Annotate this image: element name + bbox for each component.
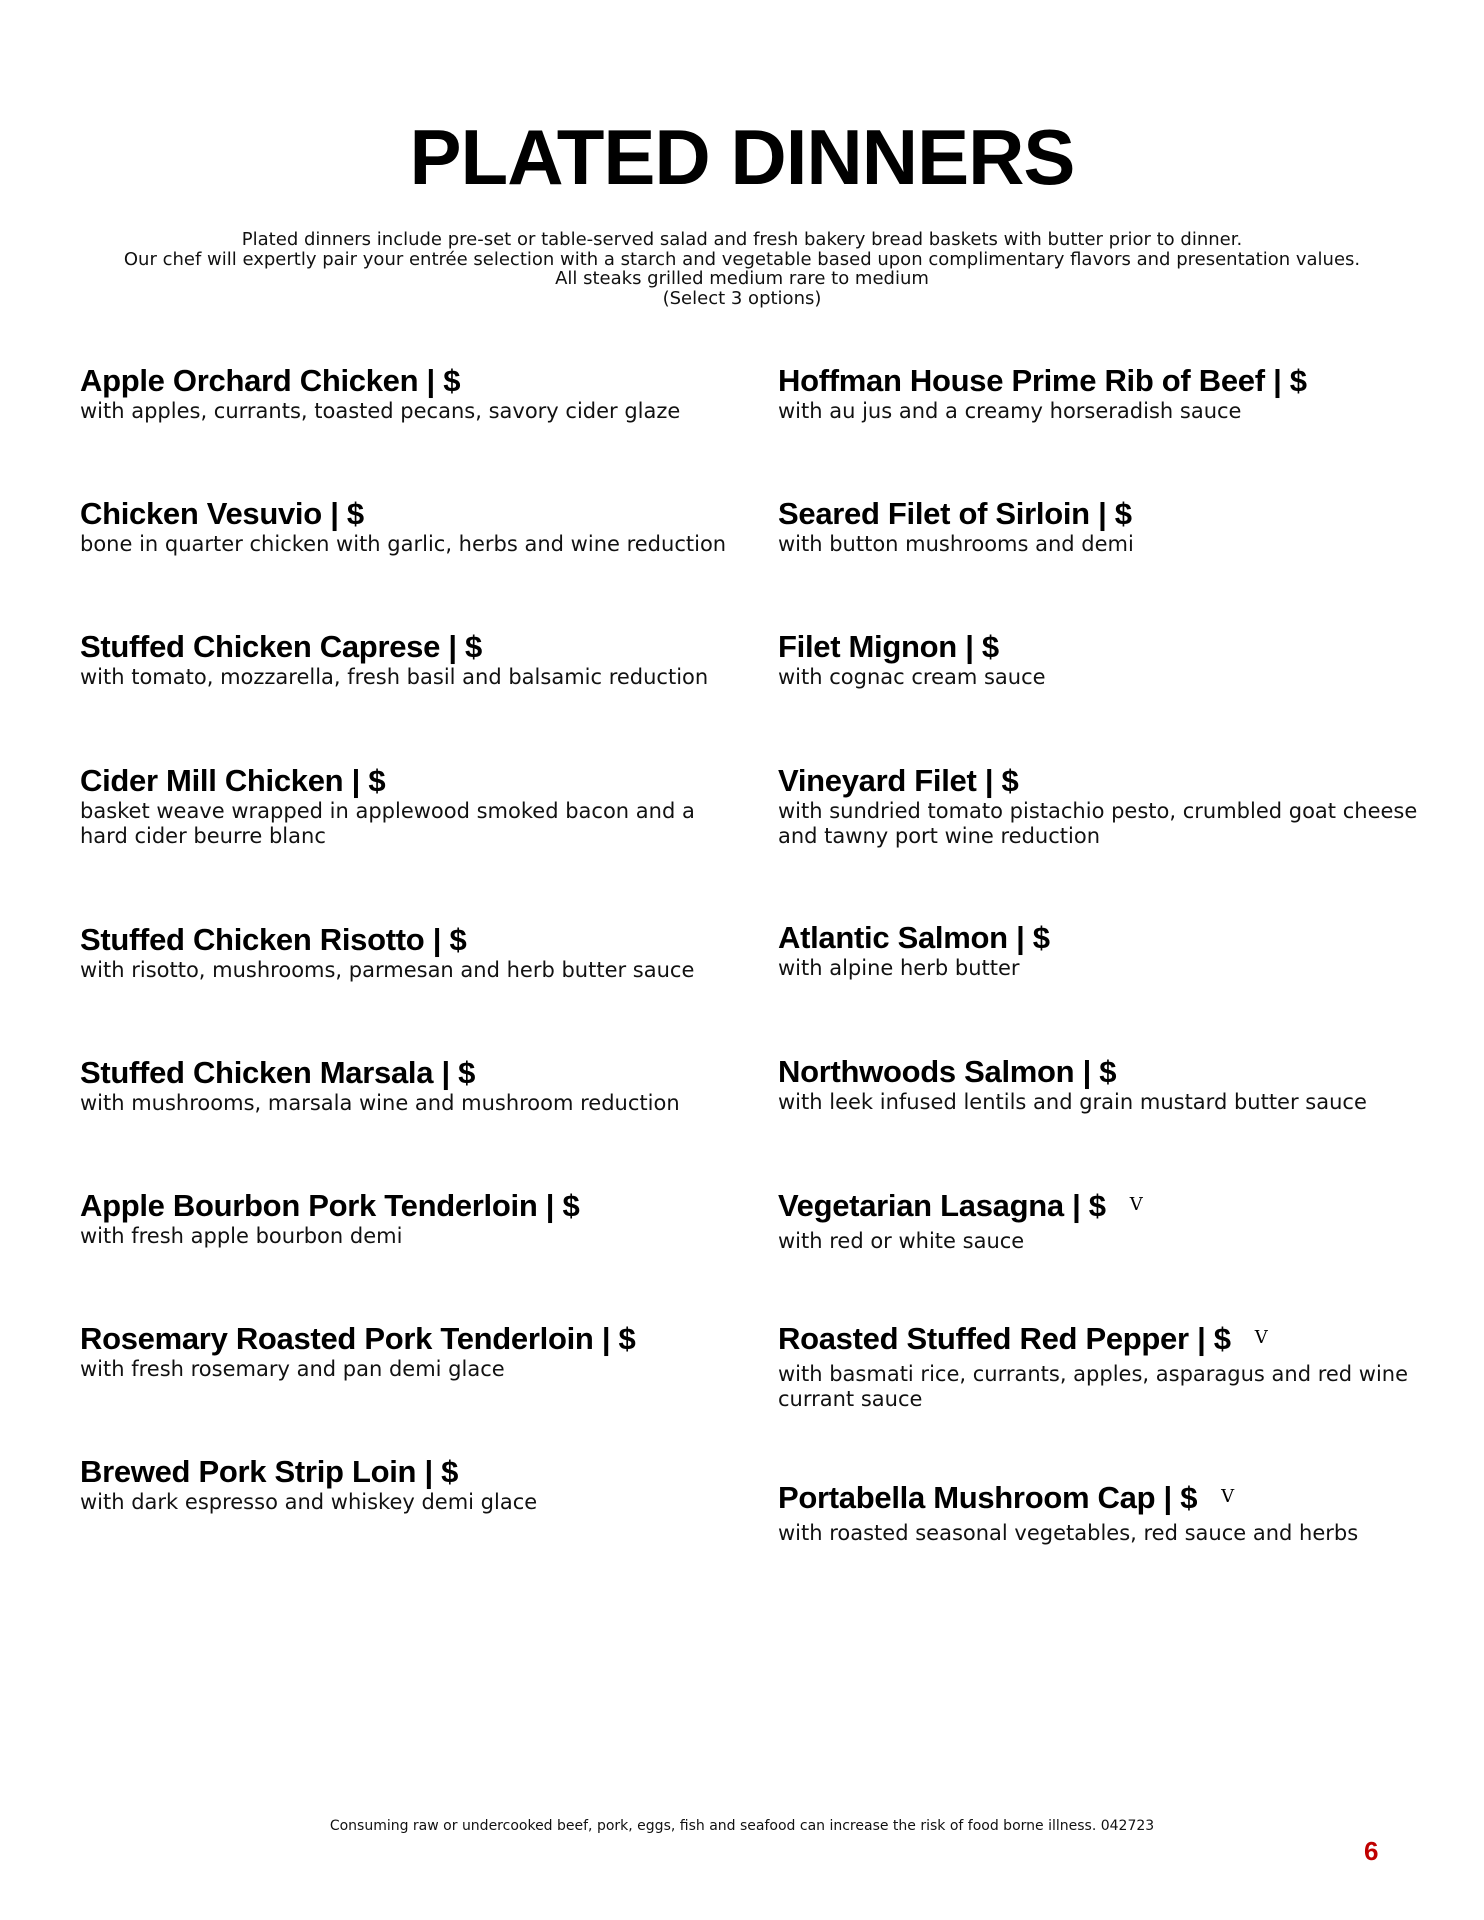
menu-item-name: Atlantic Salmon | $ (778, 920, 1050, 955)
menu-item (80, 923, 760, 983)
menu-item (778, 1322, 1458, 1412)
menu-item (778, 1481, 1458, 1546)
intro-text (0, 230, 1484, 308)
vegetarian-icon: V (1129, 1194, 1143, 1215)
menu-item-name: Stuffed Chicken Marsala | $ (80, 1055, 476, 1090)
menu-item (80, 630, 760, 690)
menu-item (778, 1189, 1458, 1254)
page-number: 6 (1364, 1836, 1379, 1866)
menu-item-name: Rosemary Roasted Pork Tenderloin | $ (80, 1321, 636, 1356)
intro-line: Our chef will expertly pair your entrée selection with a starch and vegetable based upon complimentary flavors and presentation values. (123, 248, 1361, 270)
menu-item (778, 364, 1458, 424)
menu-item (80, 497, 760, 557)
menu-item-name: Brewed Pork Strip Loin | $ (80, 1454, 459, 1489)
vegetarian-icon: V (1254, 1327, 1268, 1348)
menu-item-name (778, 1481, 1458, 1520)
menu-item-desc: with dark espresso and whiskey demi glace (80, 1490, 538, 1514)
menu-item-desc: with roasted seasonal vegetables, red sauce and herbs (778, 1521, 1359, 1545)
menu-item (778, 1055, 1458, 1115)
menu-item (80, 1455, 760, 1515)
menu-item (778, 497, 1458, 557)
menu-item-desc: with cognac cream sauce (778, 665, 1046, 689)
menu-item (80, 1322, 760, 1382)
menu-item-desc: with mushrooms, marsala wine and mushroom reduction (80, 1091, 680, 1115)
menu-item-desc: with basmati rice, currants, apples, asparagus and red wine currant sauce (778, 1362, 1409, 1411)
menu-item-name: Filet Mignon | $ (778, 629, 999, 664)
menu-item-name-text: Vegetarian Lasagna | $ (778, 1188, 1106, 1223)
menu-item-name (778, 1189, 1458, 1228)
menu-item-name: Vineyard Filet | $ (778, 763, 1019, 798)
menu-item-name: Stuffed Chicken Risotto | $ (80, 922, 467, 957)
menu-item-desc: with button mushrooms and demi (778, 532, 1134, 556)
menu-item-desc: with au jus and a creamy horseradish sauce (778, 399, 1242, 423)
intro-line: (Select 3 options) (662, 287, 822, 309)
menu-item (80, 364, 760, 424)
menu-item-name-text: Roasted Stuffed Red Pepper | $ (778, 1321, 1231, 1356)
menu-item-desc: with fresh rosemary and pan demi glace (80, 1357, 505, 1381)
menu-item-desc: with red or white sauce (778, 1229, 1025, 1253)
menu-item-name: Hoffman House Prime Rib of Beef | $ (778, 363, 1307, 398)
menu-item-name: Cider Mill Chicken | $ (80, 763, 386, 798)
menu-item-desc: with leek infused lentils and grain mustard butter sauce (778, 1090, 1367, 1114)
menu-item-name: Chicken Vesuvio | $ (80, 496, 364, 531)
menu-item-name: Stuffed Chicken Caprese | $ (80, 629, 482, 664)
menu-item-desc: with fresh apple bourbon demi (80, 1224, 403, 1248)
menu-item (778, 921, 1458, 981)
menu-item (778, 630, 1458, 690)
intro-line: All steaks grilled medium rare to medium (555, 268, 929, 289)
menu-item-name (778, 1322, 1458, 1361)
menu-item-name: Northwoods Salmon | $ (778, 1054, 1117, 1089)
menu-item-desc: with apples, currants, toasted pecans, savory cider glaze (80, 399, 681, 423)
menu-item-desc: basket weave wrapped in applewood smoked bacon and a hard cider beurre blanc (80, 799, 695, 848)
page-title: PLATED DINNERS (409, 113, 1075, 201)
intro-line: Plated dinners include pre-set or table-served salad and fresh bakery bread baskets with butter prior to dinner. (241, 229, 1243, 250)
menu-item (80, 1189, 760, 1249)
menu-item-desc: with sundried tomato pistachio pesto, crumbled goat cheese and tawny port wine reduction (778, 799, 1418, 848)
menu-item (80, 1056, 760, 1116)
food-safety-disclaimer: Consuming raw or undercooked beef, pork, eggs, fish and seafood can increase the risk of food borne illness. 042723 (329, 1818, 1155, 1834)
menu-item-name: Apple Bourbon Pork Tenderloin | $ (80, 1188, 580, 1223)
menu-item-name: Apple Orchard Chicken | $ (80, 363, 461, 398)
menu-item-name-text: Portabella Mushroom Cap | $ (778, 1480, 1198, 1515)
menu-item-name: Seared Filet of Sirloin | $ (778, 496, 1132, 531)
menu-item-desc: with tomato, mozzarella, fresh basil and balsamic reduction (80, 665, 709, 689)
menu-item (778, 764, 1458, 849)
menu-item-desc: with risotto, mushrooms, parmesan and herb butter sauce (80, 958, 695, 982)
menu-item (80, 764, 720, 849)
vegetarian-icon: V (1221, 1486, 1235, 1507)
menu-item-desc: bone in quarter chicken with garlic, herbs and wine reduction (80, 532, 727, 556)
menu-item-desc: with alpine herb butter (778, 956, 1020, 980)
